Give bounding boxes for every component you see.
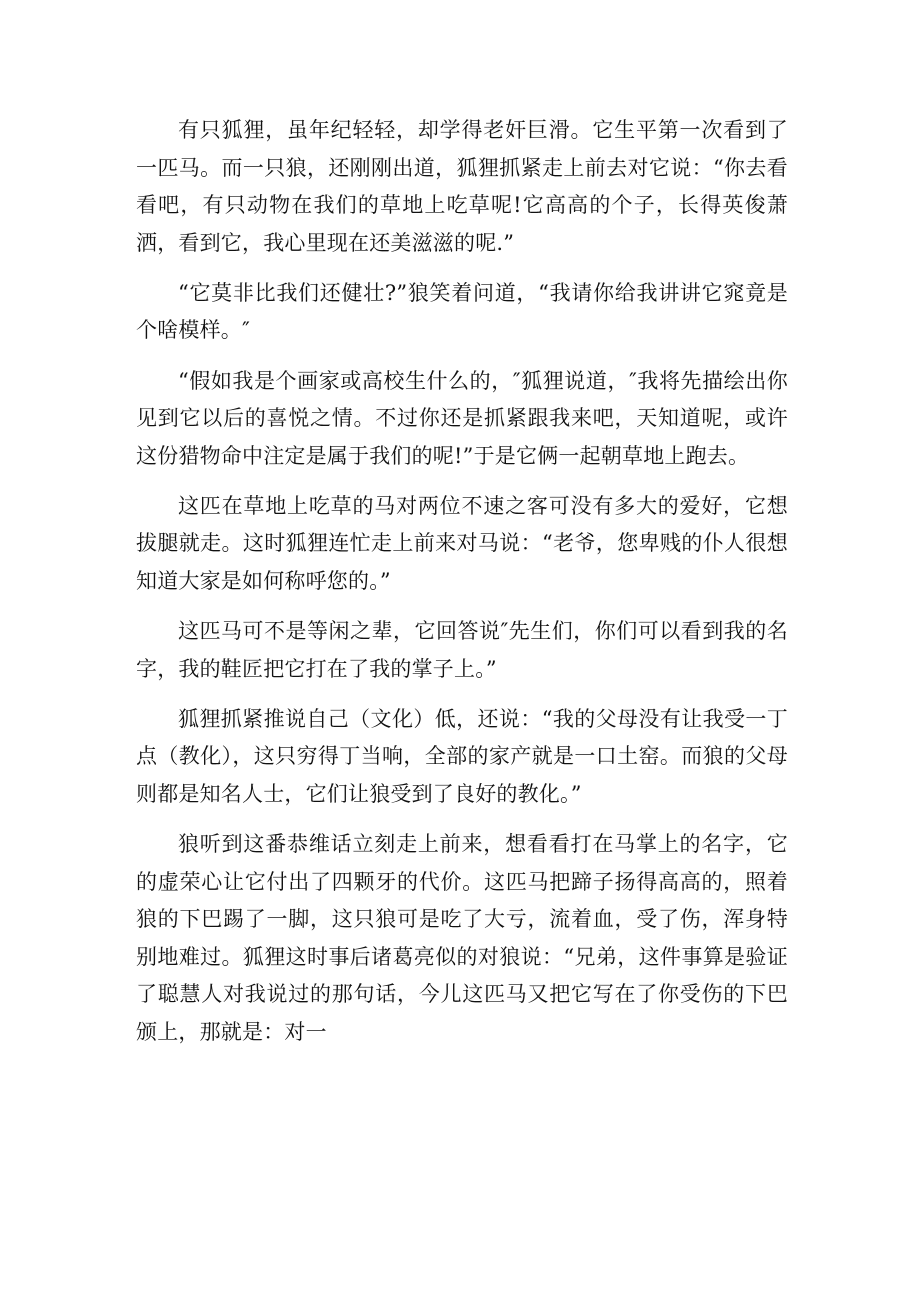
paragraph-6: 狐狸抓紧推说自己（文化）低，还说：“我的父母没有让我受一丁点（教化），这只穷得丁当响，全部的家产就是一口土窑。而狼的父母则都是知名人士，它们让狼受到了良好的教化。” [136,706,788,806]
document-body [136,112,788,1052]
paragraph-7: 狼听到这番恭维话立刻走上前来，想看看打在马掌上的名字，它的虚荣心让它付出了四颗牙的代价。这匹马把蹄子扬得高高的，照着狼的下巴踢了一脚，这只狼可是吃了大亏，流着血，受了伤，浑身特别地难过。狐狸这时事后诸葛亮似的对狼说：“兄弟，这件事算是验证了聪慧人对我说过的那句话，今儿这匹马又把它写在了你受伤的下巴颁上，那就是：对一 [136,832,788,1045]
paragraph-4: 这匹在草地上吃草的马对两位不速之客可没有多大的爱好，它想拔腿就走。这时狐狸连忙走上前来对马说：“老爷，您卑贱的仆人很想知道大家是如何称呼您的。” [136,493,788,594]
paragraph-5: 这匹马可不是等闲之辈，它回答说″先生们，你们可以看到我的名字，我的鞋匠把它打在了我的掌子上。” [136,619,788,681]
paragraph-1: 有只狐狸，虽年纪轻轻，却学得老奸巨滑。它生平第一次看到了一匹马。而一只狼，还刚刚出道，狐狸抓紧走上前去对它说：“你去看看吧，有只动物在我们的草地上吃草呢!它高高的个子，长得英俊萧洒，看到它，我心里现在还美滋滋的呢.” [136,118,788,255]
paragraph-2: “它莫非比我们还健壮?”狼笑着问道，“我请你给我讲讲它窕竟是个啥模样。″ [136,280,788,343]
paragraph-3: “假如我是个画家或高校生什么的，″狐狸说道，″我将先描绘出你见到它以后的喜悦之情。不过你还是抓紧跟我来吧，天知道呢，或许这份猎物命中注定是属于我们的呢!”于是它俩一起朝草地上跑去。 [136,368,788,468]
